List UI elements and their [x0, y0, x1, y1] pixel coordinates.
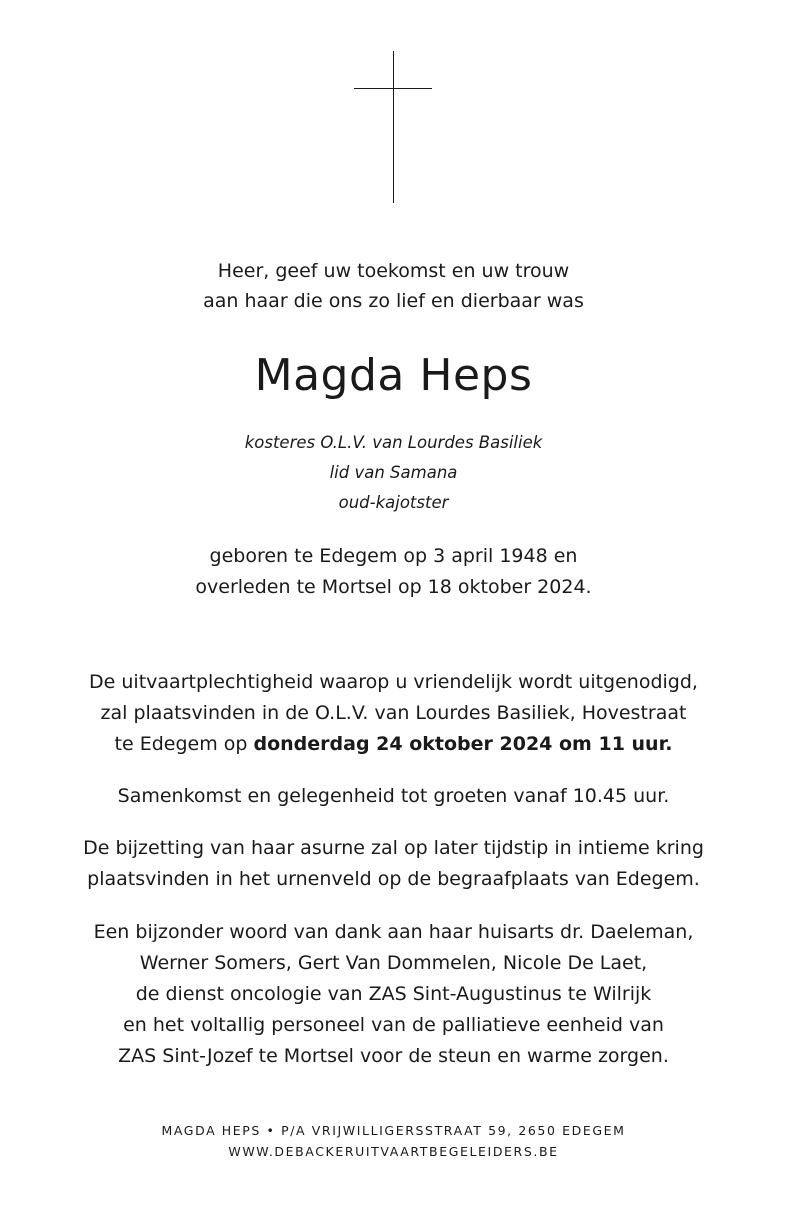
verse-line: Heer, geef uw toekomst en uw trouw [217, 260, 570, 282]
role-item: lid van Samana [329, 463, 458, 482]
footer-website: WWW.DEBACKERUITVAARTBEGELEIDERS.BE [228, 1144, 559, 1159]
dates-line: overleden te Mortsel op 18 oktober 2024. [195, 576, 592, 598]
roles-list [0, 428, 787, 518]
gathering-line: Samenkomst en gelegenheid tot groeten vanaf 10.45 uur. [117, 785, 670, 807]
role-item: oud-kajotster [338, 493, 449, 512]
ceremony-announcement [0, 667, 787, 760]
burial-line: plaatsvinden in het urnenveld op de begraafplaats van Edegem. [87, 868, 700, 890]
cross-horizontal-bar [354, 88, 432, 89]
thanks-line: en het voltallig personeel van de palliatieve eenheid van [123, 1014, 664, 1036]
footer-address: MAGDA HEPS • P/A VRIJWILLIGERSSTRAAT 59, 2650 EDEGEM [161, 1123, 626, 1138]
burial-line: De bijzetting van haar asurne zal op later tijdstip in intieme kring [83, 837, 704, 859]
ceremony-datetime: donderdag 24 oktober 2024 om 11 uur. [253, 733, 673, 755]
ceremony-line [0, 729, 787, 760]
burial-announcement [0, 833, 787, 895]
footer [0, 1120, 787, 1162]
role-item: kosteres O.L.V. van Lourdes Basiliek [244, 433, 543, 452]
prayer-verse [0, 256, 787, 316]
thanks-line: de dienst oncologie van ZAS Sint-Augustinus te Wilrijk [135, 983, 652, 1005]
ceremony-line: De uitvaartplechtigheid waarop u vriendelijk wordt uitgenodigd, [89, 671, 698, 693]
cross-icon [354, 51, 432, 203]
gathering-announcement [0, 781, 787, 812]
ceremony-line: zal plaatsvinden in de O.L.V. van Lourdes Basiliek, Hovestraat [100, 702, 687, 724]
birth-death-dates [0, 541, 787, 603]
dates-line: geboren te Edegem op 3 april 1948 en [209, 545, 578, 567]
verse-line: aan haar die ons zo lief en dierbaar was [203, 290, 584, 312]
thanks-line: Een bijzonder woord van dank aan haar huisarts dr. Daeleman, [93, 921, 694, 943]
thanks-line: Werner Somers, Gert Van Dommelen, Nicole De Laet, [139, 952, 648, 974]
deceased-name: Magda Heps [254, 350, 533, 401]
thanks-message [0, 917, 787, 1072]
ceremony-location-text: te Edegem op [114, 733, 254, 755]
cross-vertical-bar [393, 51, 394, 203]
thanks-line: ZAS Sint-Jozef te Mortsel voor de steun en warme zorgen. [118, 1045, 669, 1067]
